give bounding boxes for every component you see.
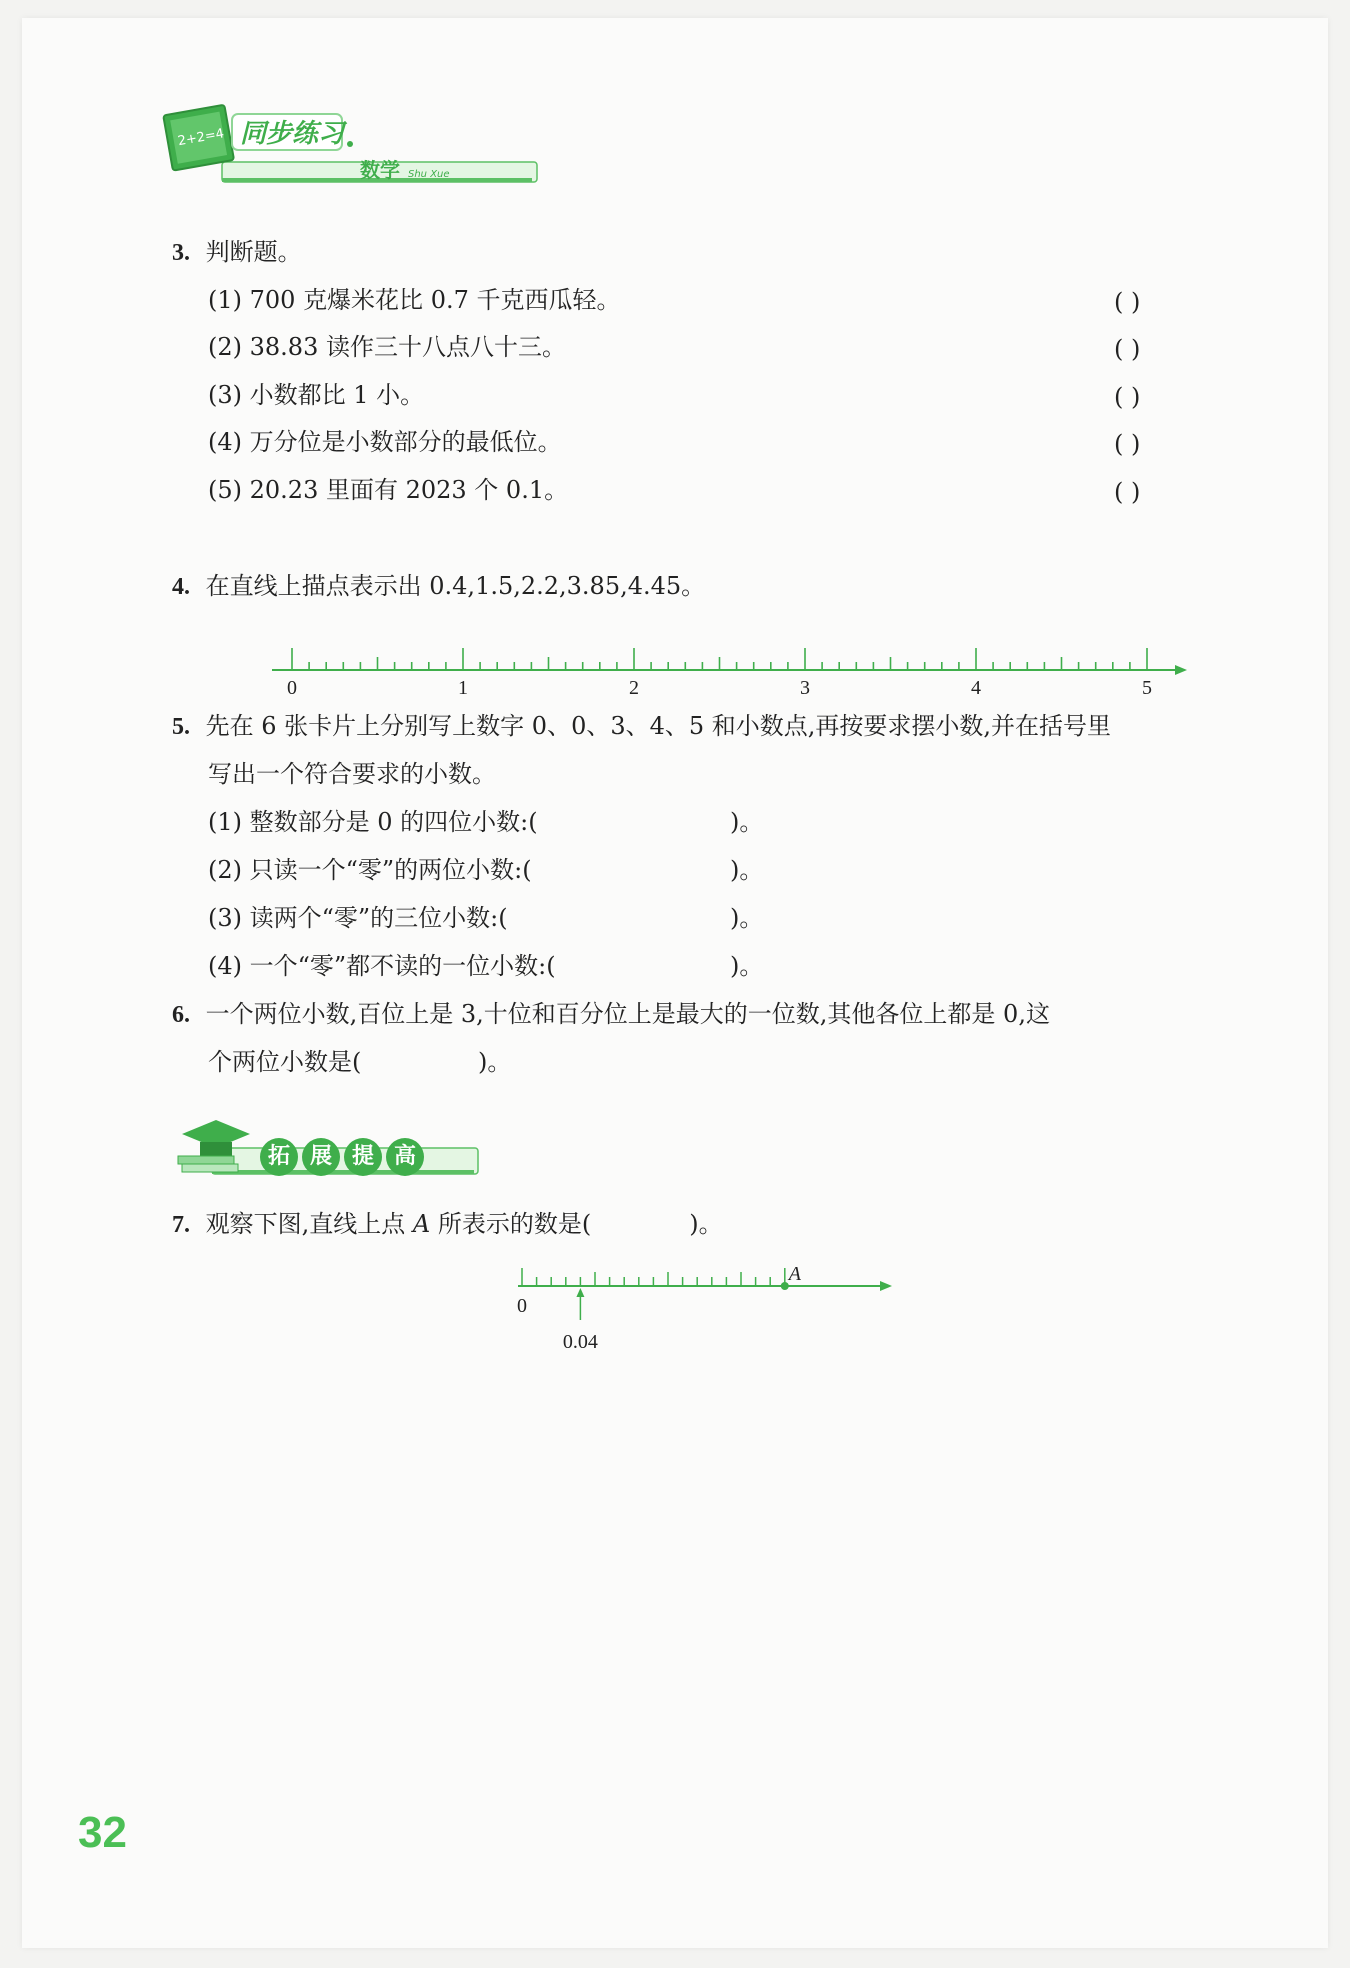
point-a-label: A [788,1263,802,1285]
tick-label: 5 [1142,677,1152,698]
header-subject-pinyin: Shu Xue [408,169,450,180]
svg-text:2+2=4: 2+2=4 [176,126,226,150]
q5-answer-blank-1[interactable] [588,806,724,836]
page-number: 32 [78,1808,127,1857]
q6-line2-prefix: 个两位小数是( [208,1048,362,1076]
q5-item-1 [208,810,538,834]
q4-heading [172,574,705,599]
q5-stem-line1: 先在 6 张卡片上分别写上数字 0、0、3、4、5 和小数点,再按要求摆小数,并在括号里 [205,712,1112,740]
q5-item-3 [208,906,508,930]
answer-bracket-4[interactable]: ( ) [1114,430,1141,458]
q7-stem-suffix: 所表示的数是( [430,1210,592,1238]
q5-item-prefix: (4) 一个“零”都不读的一位小数:( [208,952,556,980]
tick-label: 0 [287,677,297,698]
q3-item-text: (4) 万分位是小数部分的最低位。 [208,428,562,456]
header-badge [162,100,522,192]
q5-heading [172,714,1111,739]
q5-stem-line2: 写出一个符合要求的小数。 [208,760,496,788]
q3-item-3 [208,383,424,407]
q5-answer-blank-4[interactable] [638,950,724,980]
q5-item-suffix: )。 [730,856,764,884]
q3-item-2 [208,335,566,359]
header-subject: 数学 [360,158,400,182]
q7-heading [172,1212,723,1237]
arrow-right-icon [880,1281,892,1291]
q6-heading [172,1002,1050,1027]
q3-item-5 [208,478,568,502]
q7-stem-end: )。 [689,1210,723,1238]
q3-item-text: (5) 20.23 里面有 2023 个 0.1。 [208,476,569,504]
zero-label: 0 [517,1295,527,1317]
q5-answer-blank-2[interactable] [588,854,724,884]
q5-item-prefix: (1) 整数部分是 0 的四位小数:( [208,808,538,836]
tick-label: 4 [971,677,981,698]
point-a [781,1282,789,1290]
section-title [260,1138,424,1176]
tick-label: 3 [800,677,810,698]
marked-label: 0.04 [562,1331,598,1353]
q3-item-1 [208,288,621,312]
q3-heading [172,240,302,265]
q5-item-2 [208,858,532,882]
q7-number-line [482,1248,902,1358]
header-title: 同步练习 [240,119,345,149]
q3-item-4 [208,430,562,454]
q4-stem: 在直线上描点表示出 0.4,1.5,2.2,3.85,4.45。 [205,572,706,600]
q5-number: 5. [172,714,190,740]
q3-item-text: (1) 700 克爆米花比 0.7 千克西瓜轻。 [208,286,621,314]
header-badge-graphic [162,100,542,200]
chalkboard-icon [163,105,234,171]
section-badge [172,1104,482,1190]
section-title-char: 提 [344,1138,382,1176]
q5-item-prefix: (2) 只读一个“零”的两位小数:( [208,856,532,884]
q3-number: 3. [172,240,190,266]
answer-bracket-3[interactable]: ( ) [1114,383,1141,411]
section-title-char: 高 [386,1138,424,1176]
arrow-right-icon [1175,665,1187,675]
answer-bracket-5[interactable]: ( ) [1114,478,1141,506]
section-title-char: 拓 [260,1138,298,1176]
answer-bracket-1[interactable]: ( ) [1114,288,1141,316]
q6-line2-suffix: )。 [478,1048,512,1076]
q5-answer-blank-3[interactable] [588,902,724,932]
q3-stem: 判断题。 [205,238,302,266]
answer-bracket-2[interactable]: ( ) [1114,335,1141,363]
q5-item-prefix: (3) 读两个“零”的三位小数:( [208,904,508,932]
q3-item-text: (2) 38.83 读作三十八点八十三。 [208,333,566,361]
q6-number: 6. [172,1002,190,1028]
q5-item-suffix: )。 [730,952,764,980]
q6-line1: 一个两位小数,百位上是 3,十位和百分位上是最大的一位数,其他各位上都是 0,这 [205,1000,1050,1028]
q5-item-suffix: )。 [730,808,764,836]
q7-point-name: A [412,1210,431,1238]
q5-item-4 [208,954,556,978]
q3-item-text: (3) 小数都比 1 小。 [208,381,425,409]
tick-label: 1 [458,677,468,698]
q4-number: 4. [172,574,190,600]
q7-number: 7. [172,1212,190,1238]
tick-label: 2 [629,677,639,698]
q6-answer-blank[interactable] [388,1046,488,1076]
q4-number-line[interactable] [242,618,1192,698]
q5-item-suffix: )。 [730,904,764,932]
section-title-char: 展 [302,1138,340,1176]
q7-stem-prefix: 观察下图,直线上点 [205,1210,413,1238]
workbook-page [22,18,1328,1948]
arrow-up-icon [576,1288,584,1297]
